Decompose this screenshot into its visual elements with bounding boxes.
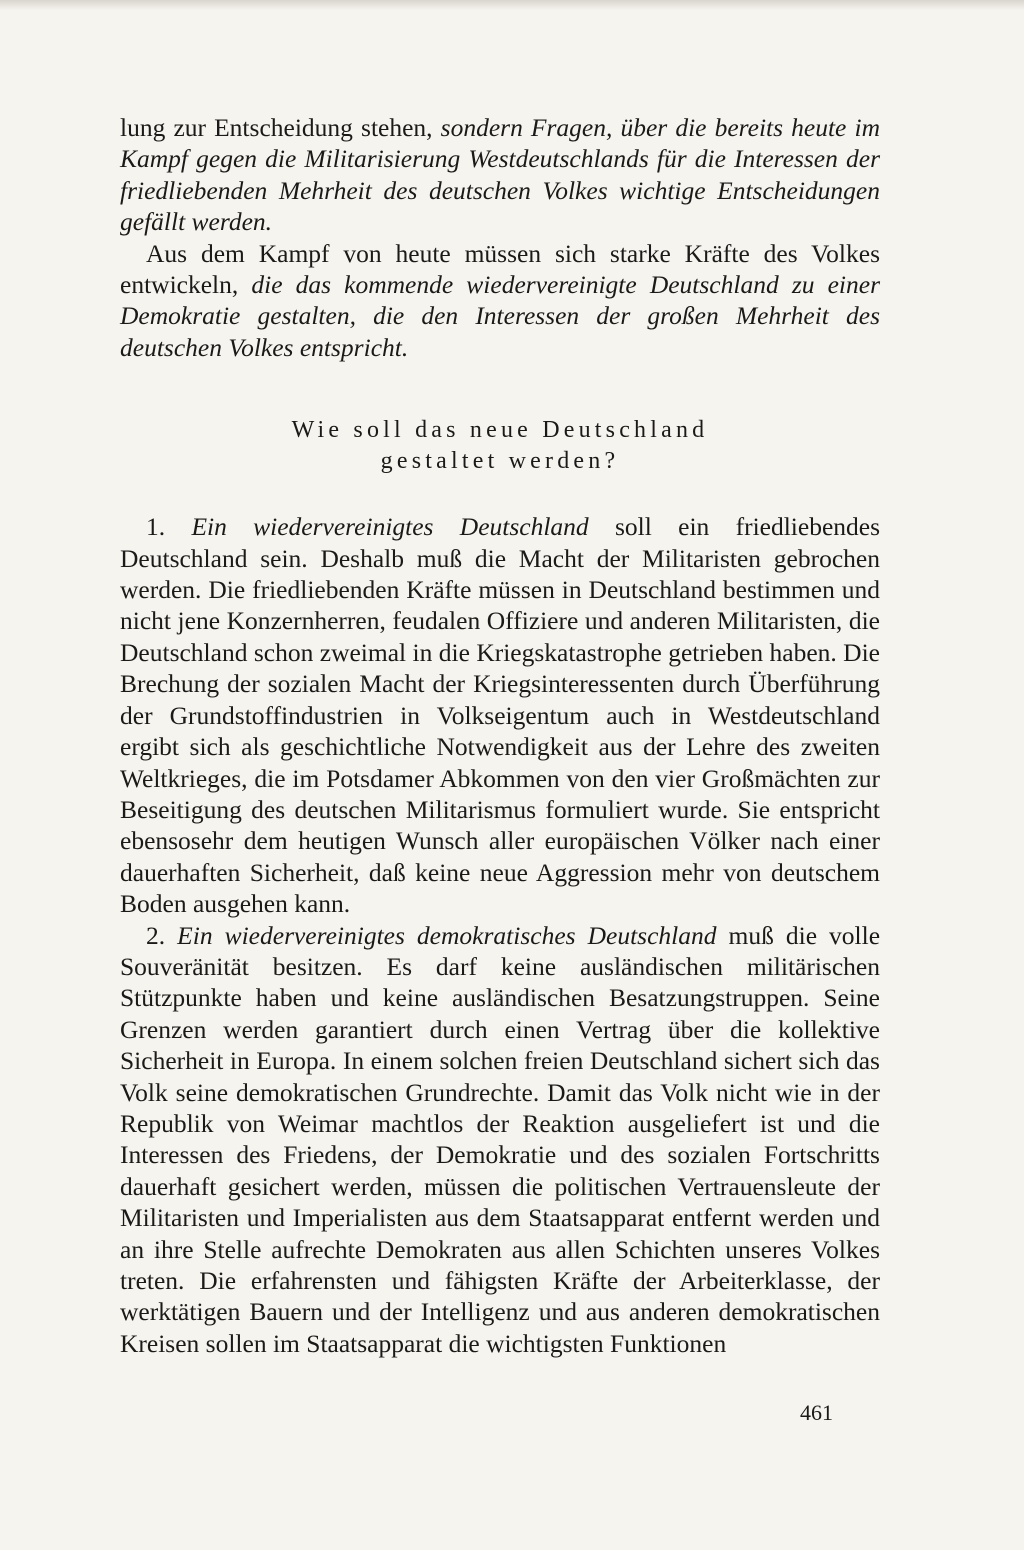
point-2-italic-text: Ein wiedervereinigtes demokratisches Deutschland xyxy=(177,920,717,950)
heading-line-2: gestaltet werden? xyxy=(380,448,620,475)
point-2-number: 2. xyxy=(146,920,178,950)
second-plain-text: Aus dem Kampf von heute müssen sich starke Kräfte des Volkes entwickeln, xyxy=(120,238,880,300)
point-2-plain-text: muß die volle Souveränität besitzen. Es darf keine ausländischen militärischen Stützpunkte haben und keine ausländischen Besatzungstruppen. Seine Grenzen werden garantiert durch einen Vertrag über die kollektive Sicherheit in Europa. In einem solchen freien Deutschland sichert sich das Volk seine demokratischen Grundrechte. Damit das Volk nicht wie in der Republik von Weimar machtlos der Reaktion ausgeliefert ist und die Interessen des Friedens, der Demokratie und des sozialen Fortschritts dauerhaft gesichert werden, müssen die politischen Vertrauensleute der Militaristen und Imperialisten aus dem Staatsapparat entfernt werden und an ihre Stelle aufrechte Demokraten aus allen Schichten unseres Volkes treten. Die erfahrensten und fähigsten Kräfte der Arbeiterklasse, der werktätigen Bauern und der Intelligenz und aus anderen demokratischen Kreisen sollen im Staatsapparat die wichtigsten Funktionen xyxy=(120,920,881,1358)
heading-line-1: Wie soll das neue Deutschland xyxy=(291,417,709,444)
intro-paragraph xyxy=(120,112,880,238)
point-2-paragraph xyxy=(120,920,880,1360)
point-1-paragraph xyxy=(120,511,880,919)
intro-plain-text: lung zur Entscheidung stehen, xyxy=(120,113,441,142)
page-number: 461 xyxy=(800,1400,833,1425)
section-heading xyxy=(120,415,880,477)
intro-italic-text: sondern Fragen, über die bereits heute im Kampf gegen die Militarisierung Westdeutschlands für die Interessen der friedliebenden Mehrheit des deutschen Volkes wichtige Entscheidungen gefällt werden. xyxy=(120,113,880,237)
point-1-italic-text: Ein wiedervereinigtes Deutschland xyxy=(191,512,589,542)
body-text xyxy=(120,112,880,1359)
second-paragraph xyxy=(120,238,880,364)
second-italic-text: die das kommende wiedervereinigte Deutschland zu einer Demokratie gestalten, die den Interessen der großen Mehrheit des deutschen Volkes entspricht. xyxy=(120,270,880,362)
point-1-plain-text: soll ein friedliebendes Deutschland sein. Deshalb muß die Macht der Militaristen gebrochen werden. Die friedliebenden Kräfte müssen in Deutschland bestimmen und nicht jene Konzernherren, feudalen Offiziere und anderen Militaristen, die Deutschland schon zweimal in die Kriegskatastrophe getrieben haben. Die Brechung der sozialen Macht der Kriegsinteressenten durch Überführung der Grundstoffindustrien in Volkseigentum auch in Westdeutschland ergibt sich als geschichtliche Notwendigkeit aus der Lehre des zweiten Weltkrieges, die im Potsdamer Abkommen von den vier Großmächten zur Beseitigung des deutschen Militarismus formuliert wurde. Sie entspricht ebensosehr dem heutigen Wunsch aller europäischen Völker nach einer dauerhaften Sicherheit, daß keine neue Aggression mehr von deutschem Boden ausgehen kann. xyxy=(120,512,881,919)
point-1-number: 1. xyxy=(146,512,192,542)
scan-edge xyxy=(0,0,1024,10)
